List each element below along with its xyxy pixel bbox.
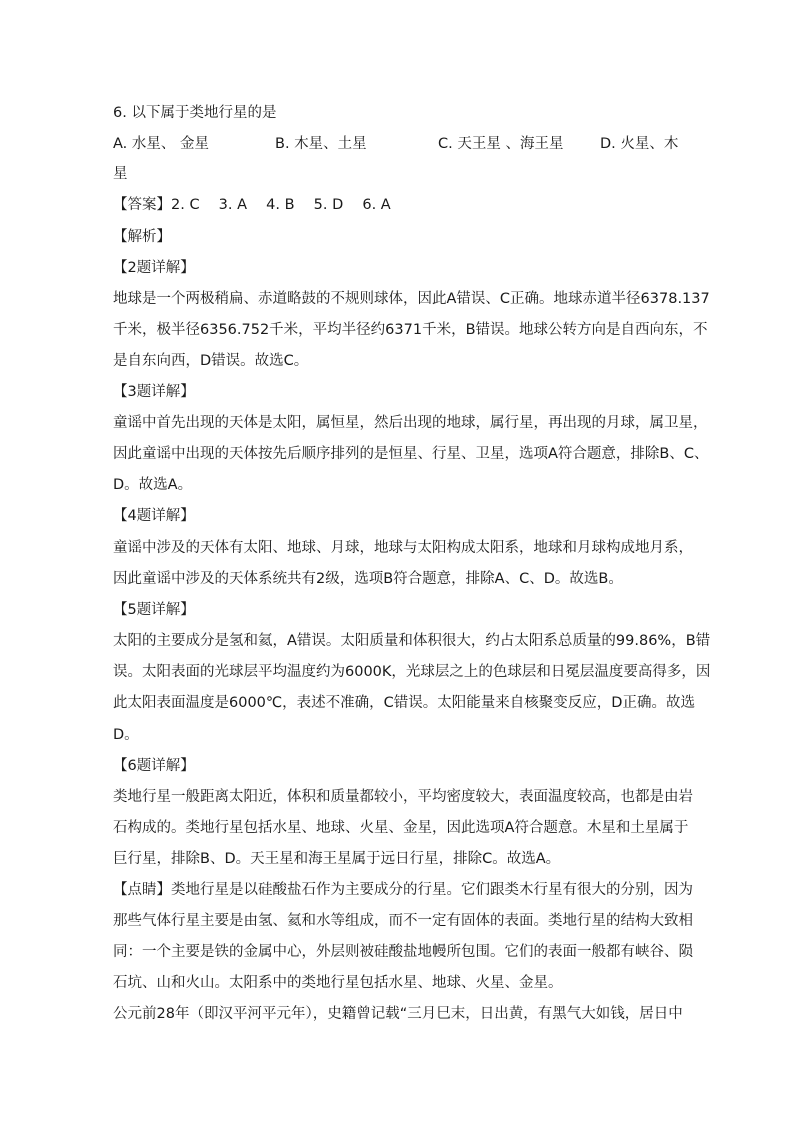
point-line-4: 石坑、山和火山。太阳系中的类地行星包括水星、地球、火星、金星。 [113, 975, 563, 991]
point-line-1: 【点睛】类地行星是以硅酸盐石作为主要成分的行星。它们跟类木行星有很大的分别，因为 [113, 882, 693, 898]
q5-line-3: 此太阳表面温度是6000℃，表述不准确，C错误。太阳能量来自核聚变反应，D正确。故选 [113, 695, 695, 711]
option-d-wrap: 星 [113, 166, 128, 182]
q5-line-2: 误。太阳表面的光球层平均温度约为6000K，光球层之上的色球层和日冕层温度要高得多，因 [113, 664, 711, 680]
q5-heading: 【5题详解】 [113, 602, 195, 618]
q5-line-1: 太阳的主要成分是氢和氦，A错误。太阳质量和体积很大，约占太阳系总质量的99.86%，B错 [113, 633, 711, 649]
option-d: D. 火星、木 [600, 136, 679, 152]
q4-line-2: 因此童谣中涉及的天体系统共有2级，选项B符合题意，排除A、C、D。故选B。 [113, 571, 623, 587]
q2-line-2: 千米，极半径6356.752千米，平均半径约6371千米，B错误。地球公转方向是自西向东，不 [113, 322, 708, 338]
q6-line-3: 巨行星，排除B、D。天王星和海王星属于远日行星，排除C。故选A。 [113, 851, 561, 867]
analysis-heading: 【解析】 [113, 229, 171, 245]
option-b: B. 木星、土星 [275, 136, 367, 152]
answer-key: 【答案】2. C 3. A 4. B 5. D 6. A [113, 197, 391, 213]
point-line-3: 同：一个主要是铁的金属中心，外层则被硅酸盐地幔所包围。它们的表面一般都有峡谷、陨 [113, 944, 693, 960]
q4-heading: 【4题详解】 [113, 508, 195, 524]
point-line-2: 那些气体行星主要是由氢、氦和水等组成，而不一定有固体的表面。类地行星的结构大致相 [113, 913, 693, 929]
option-c: C. 天王星 、海王星 [438, 136, 564, 152]
q2-line-3: 是自东向西，D错误。故选C。 [113, 353, 309, 369]
q6-heading: 【6题详解】 [113, 758, 195, 774]
next-question-line: 公元前28年（即汉平河平元年），史籍曾记载“三月巳末，日出黄，有黑气大如钱，居日中 [113, 1006, 683, 1022]
option-a: A. 水星、 金星 [113, 136, 209, 152]
q2-line-1: 地球是一个两极稍扁、赤道略鼓的不规则球体，因此A错误、C正确。地球赤道半径6378.137 [113, 291, 710, 307]
q3-line-2: 因此童谣中出现的天体按先后顺序排列的是恒星、行星、卫星，选项A符合题意，排除B、C、 [113, 446, 709, 462]
q3-heading: 【3题详解】 [113, 384, 195, 400]
q3-line-1: 童谣中首先出现的天体是太阳，属恒星，然后出现的地球，属行星，再出现的月球，属卫星， [113, 415, 708, 431]
q6-line-2: 石构成的。类地行星包括水星、地球、火星、金星，因此选项A符合题意。木星和土星属于 [113, 820, 689, 836]
q4-line-1: 童谣中涉及的天体有太阳、地球、月球，地球与太阳构成太阳系，地球和月球构成地月系， [113, 540, 693, 556]
q5-line-4: D。 [113, 727, 139, 743]
q2-heading: 【2题详解】 [113, 260, 195, 276]
q3-line-3: D。故选A。 [113, 477, 193, 493]
q6-line-1: 类地行星一般距离太阳近，体积和质量都较小，平均密度较大，表面温度较高，也都是由岩 [113, 789, 693, 805]
question-6-stem: 6. 以下属于类地行星的是 [113, 105, 277, 121]
